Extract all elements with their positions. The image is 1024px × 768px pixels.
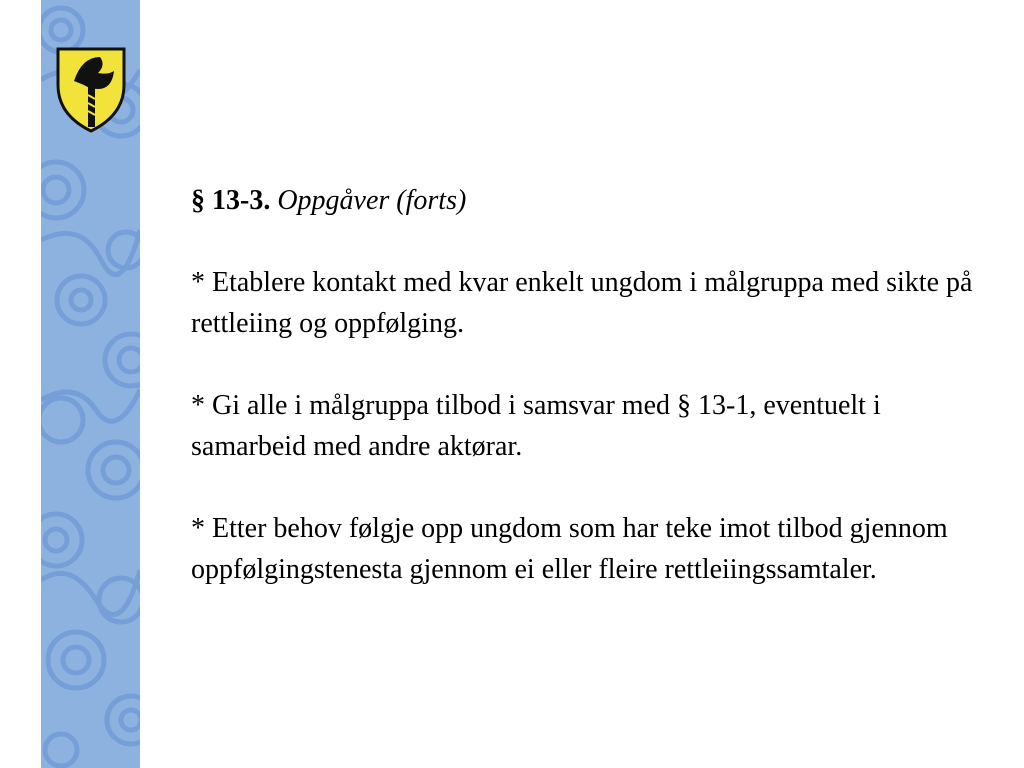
section-title: Oppgåver (forts) [277, 185, 467, 216]
coat-of-arms-icon [54, 45, 128, 133]
slide-title [191, 180, 1001, 221]
bullet-paragraph: * Gi alle i målgruppa tilbod i samsvar med § 13-1, eventuelt i samarbeid med andre aktørar. [191, 390, 881, 462]
bullet-paragraph: * Etter behov følgje opp ungdom som har teke imot tilbod gjennom oppfølgingstenesta gjennom ei eller fleire rettleiingssamtaler. [191, 513, 948, 585]
bullet-paragraph: * Etablere kontakt med kvar enkelt ungdom i målgruppa med sikte på rettleiing og oppfølging. [191, 267, 973, 339]
slide-content [191, 180, 1001, 590]
section-number: § 13-3. [191, 185, 271, 216]
